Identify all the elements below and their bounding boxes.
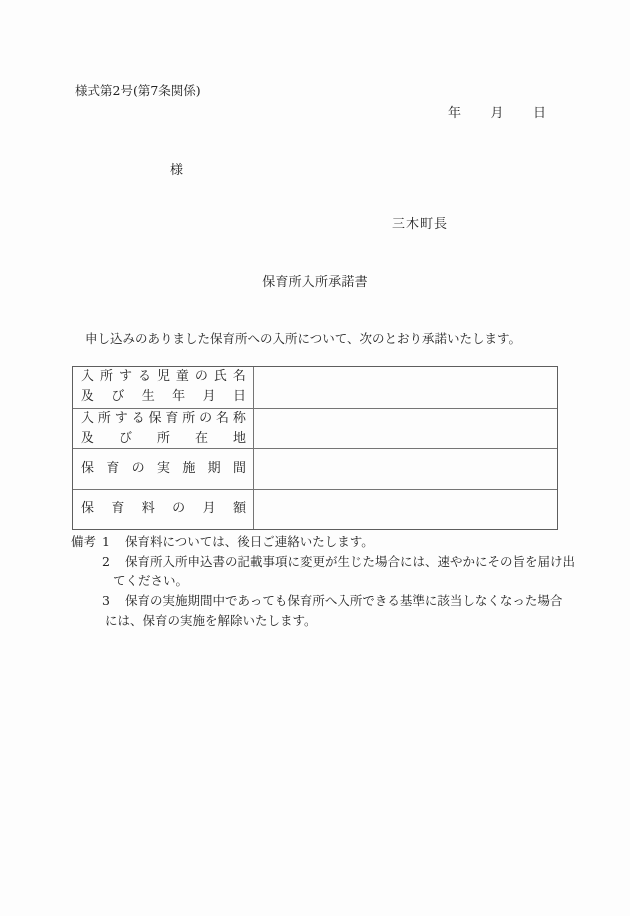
day-label: 日: [532, 106, 546, 121]
label-line: 及 び 生 年 月 日: [81, 389, 246, 405]
note-number: 1: [102, 534, 110, 549]
table-row-monthly-fee: [73, 489, 557, 530]
note-text: 保育の実施期間中であっても保育所へ入所できる基準に該当しなくなった場合: [125, 593, 563, 609]
table-label-child-name-birthdate: [73, 367, 254, 408]
table-label-daycare-name-address: [73, 409, 254, 449]
table-value-child-name-birthdate: [254, 367, 557, 408]
table-label-monthly-fee: [73, 490, 254, 530]
month-label: 月: [490, 106, 504, 121]
note-line-2-wrap: [71, 571, 575, 591]
note-number: 2: [102, 553, 110, 569]
note-line-1: [71, 532, 575, 552]
note-text: てください。: [113, 573, 189, 589]
note-line-3-wrap: [71, 611, 575, 631]
body-paragraph: 申し込みのありました保育所への入所について、次のとおり承諾いたします。: [85, 331, 522, 346]
table-row-child-name: [73, 367, 557, 408]
table-label-care-period: [73, 449, 254, 489]
label-line: 入 所 す る 保 育 所 の 名 称: [81, 410, 246, 426]
label-line: 保 育 料 の 月 額: [81, 501, 246, 517]
note-text: には、保育の実施を解除いたします。: [105, 612, 317, 628]
note-line-3: [71, 591, 575, 611]
document-title: 保育所入所承諾書: [262, 275, 368, 290]
issuer-name: 三木町長: [392, 217, 449, 232]
note-number: 3: [102, 593, 110, 609]
notes-label: 備考: [71, 534, 97, 549]
note-line-2: [71, 552, 575, 572]
table-value-care-period: [254, 449, 557, 489]
issue-date-line: [448, 102, 546, 121]
note-text: 保育所入所申込書の記載事項に変更が生じた場合には、速やかにその旨を届け出: [125, 553, 576, 569]
table-value-monthly-fee: [254, 490, 557, 530]
admission-details-table: [72, 366, 558, 530]
note-text: 保育料については、後日ご連絡いたします。: [125, 534, 374, 549]
notes-section: [71, 532, 575, 631]
label-line: 入 所 す る 児 童 の 氏 名: [81, 369, 246, 385]
table-row-daycare-name: [73, 408, 557, 449]
label-line: 保 育 の 実 施 期 間: [81, 460, 246, 476]
label-line: 及 び 所 在 地: [81, 430, 246, 446]
year-label: 年: [448, 106, 462, 121]
recipient-honorific: 様: [170, 163, 184, 178]
form-number: 様式第2号(第7条関係): [75, 83, 201, 98]
table-row-care-period: [73, 448, 557, 489]
table-value-daycare-name-address: [254, 409, 557, 449]
